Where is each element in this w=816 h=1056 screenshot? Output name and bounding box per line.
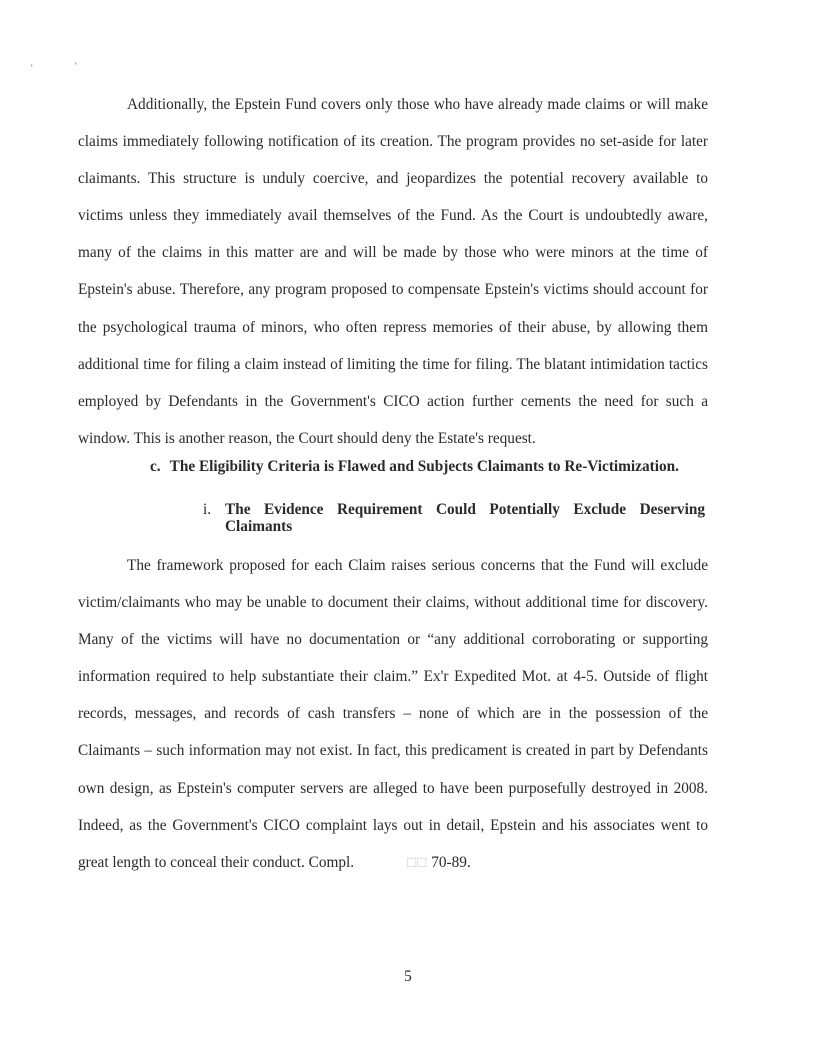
page-number: 5 xyxy=(404,968,412,985)
heading-eligibility-criteria xyxy=(150,457,679,477)
heading-c-text: The Eligibility Criteria is Flawed and Subjects Claimants to Re-Victimization. xyxy=(169,457,679,475)
paragraph-evidence-framework xyxy=(78,547,708,881)
section-headings xyxy=(78,457,708,547)
heading-c-marker: c. xyxy=(150,457,161,475)
subheading-evidence-requirement xyxy=(203,501,705,536)
scan-speck-left: ' xyxy=(31,63,33,73)
paragraph-section-symbol: □□ xyxy=(406,853,428,871)
subheading-i-text: The Evidence Requirement Could Potentially Exclude Deserving Claimants xyxy=(225,500,705,536)
paragraph-fund-coverage: Additionally, the Epstein Fund covers only those who have already made claims or will make claims immediately following notification of its creation. The program provides no set-aside for later claimants. This structure is unduly coercive, and jeopardizes the potential recovery available to victims unless they immediately avail themselves of the Fund. As the Court is undoubtedly aware, many of the claims in this matter are and will be made by those who were minors at the time of Epstein's abuse. Therefore, any program proposed to compensate Epstein's victims should account for the psychological trauma of minors, who often repress memories of their abuse, by allowing them additional time for filing a claim instead of limiting the time for filing. The blatant intimidation tactics employed by Defendants in the Government's CICO action further cements the need for such a window. This is another reason, the Court should deny the Estate's request. xyxy=(78,96,708,447)
page-body xyxy=(78,86,708,881)
paragraph-evidence-text: The framework proposed for each Claim raises serious concerns that the Fund will exclude victim/claimants who may be unable to document their claims, without additional time for discovery. Many of the victims will have no documentation or “any additional corroborating or supporting information required to help substantiate their claim.” Ex'r Expedited Mot. at 4-5. Outside of flight records, messages, and records of cash transfers – none of which are in the possession of the Claimants – such information may not exist. In fact, this predicament is created in part by Defendants own design, as Epstein's computer servers are alleged to have been purposefully destroyed in 2008. Indeed, as the Government's CICO complaint lays out in detail, Epstein and his associates went to great length to conceal their conduct. Compl. xyxy=(78,556,708,871)
subheading-i-marker: i. xyxy=(203,500,212,518)
scan-speck-right: ' xyxy=(75,61,77,71)
paragraph-citation-end: 70-89. xyxy=(431,853,471,871)
